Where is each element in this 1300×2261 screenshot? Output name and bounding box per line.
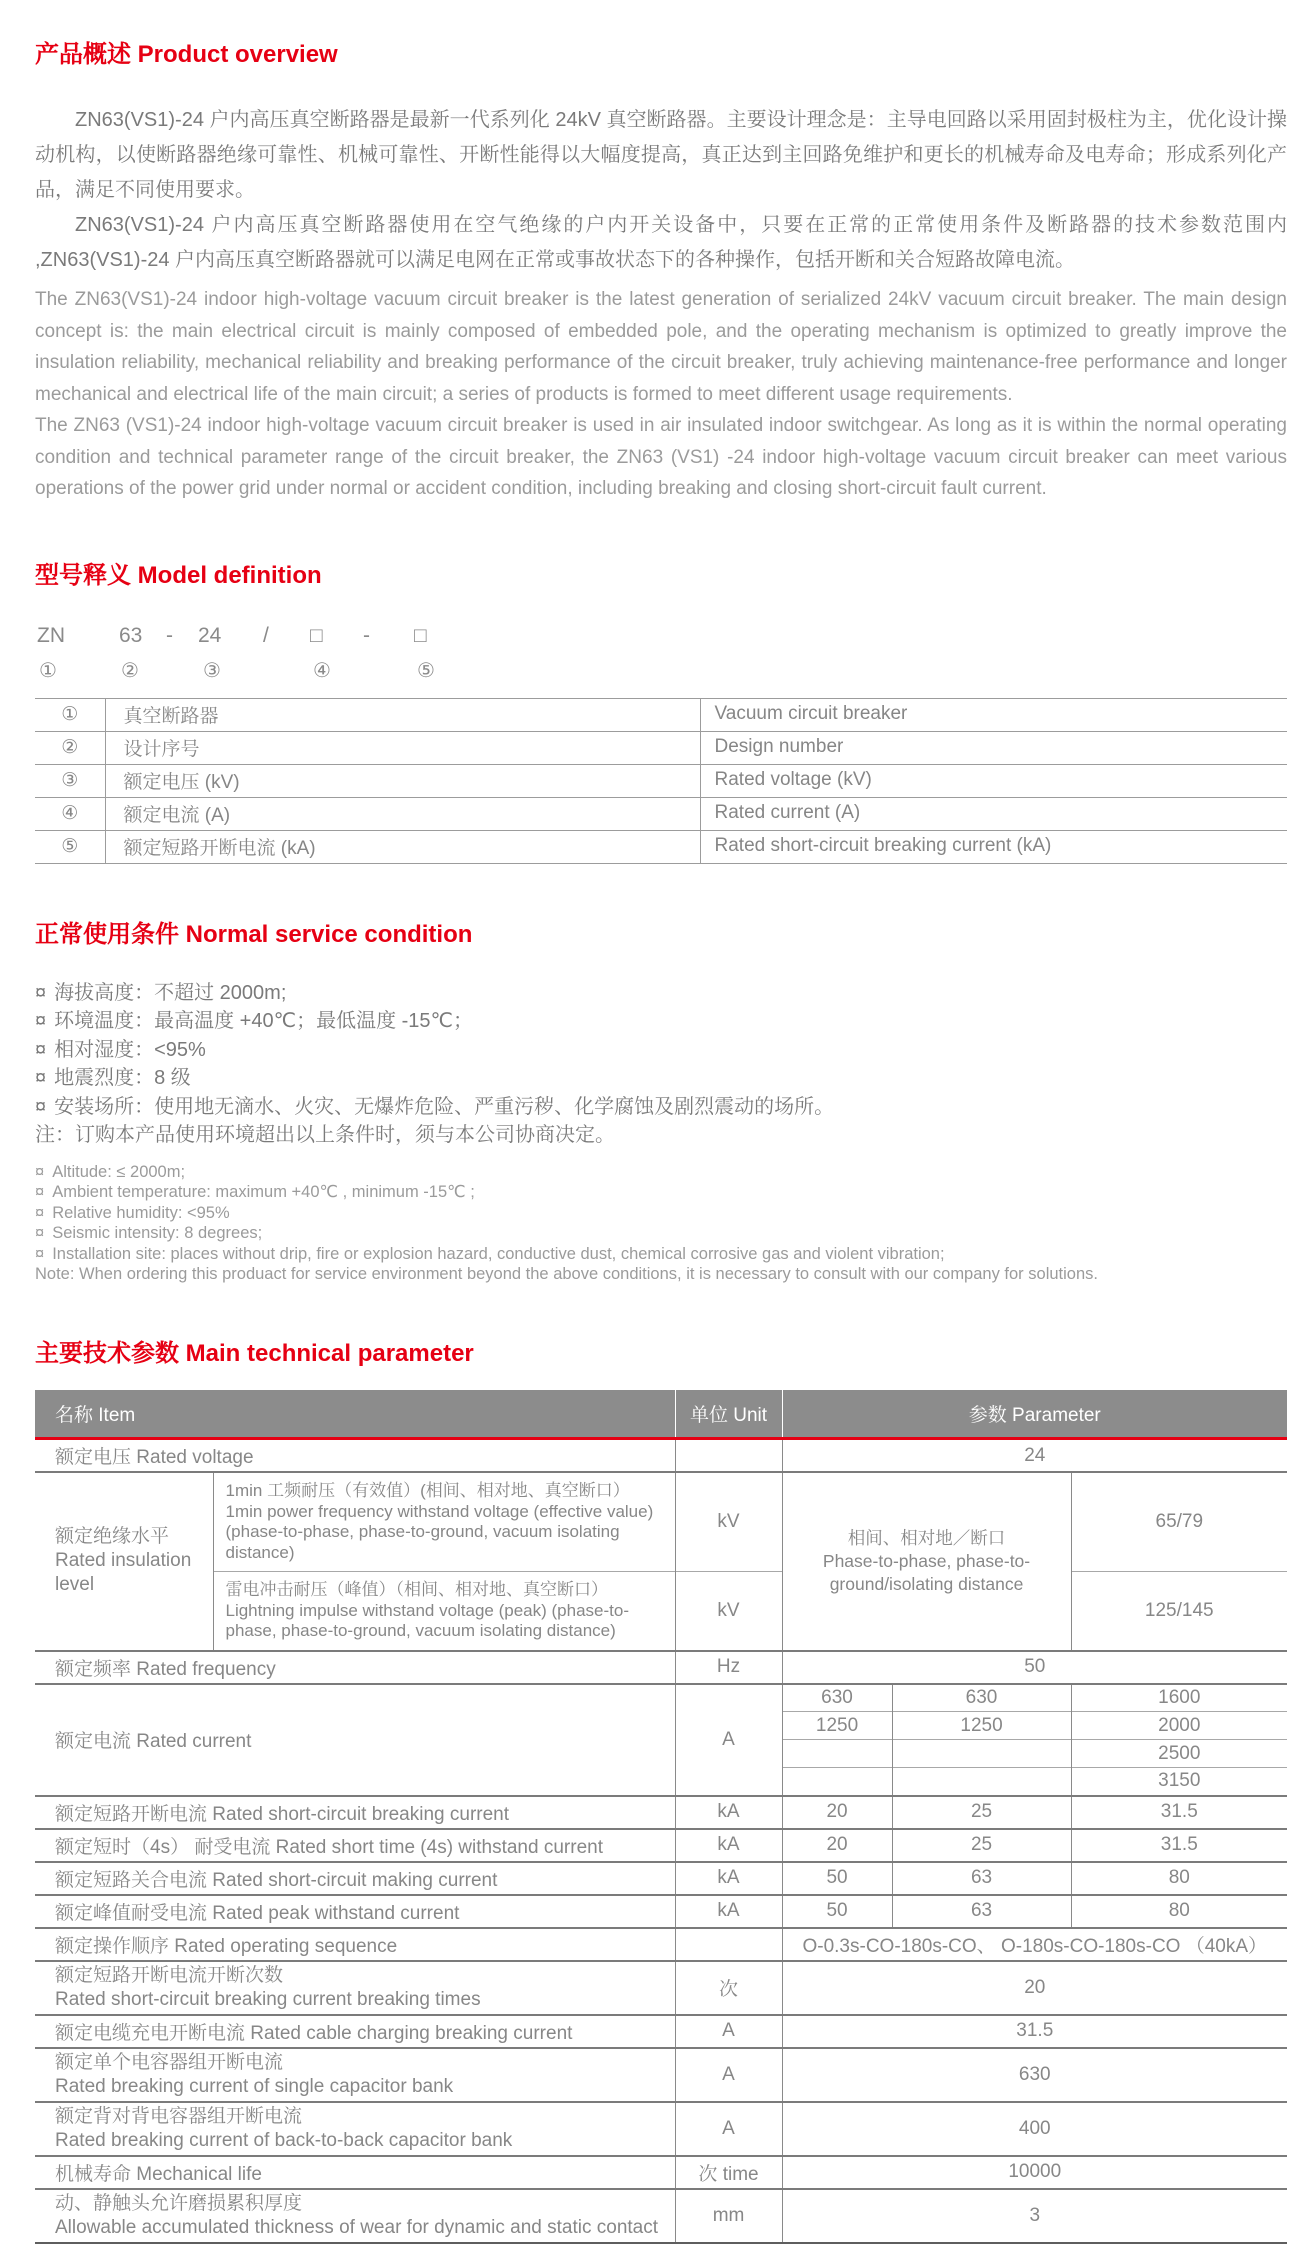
unit-cell: 次 time <box>675 2156 782 2189</box>
value-cell: 31.5 <box>1071 1829 1287 1862</box>
value-cell: 2000 <box>1071 1712 1287 1740</box>
row-label: 额定短路关合电流 Rated short-circuit making current <box>35 1862 675 1895</box>
row-label-en: Rated short-circuit breaking current breaking times <box>55 1988 481 2010</box>
section-heading-service-condition: 正常使用条件 Normal service condition <box>35 920 473 948</box>
sub-item-zh: 1min 工频耐压（有效值）(相间、相对地、真空断口） <box>225 1481 630 1500</box>
bullet-marker: ¤ <box>35 1095 47 1118</box>
row-label <box>35 1472 213 1651</box>
merged-condition-zh: 相间、相对地／断口 <box>847 1527 1006 1548</box>
value-cell: 20 <box>782 1796 892 1829</box>
list-item <box>35 979 1287 1008</box>
value-cell <box>892 1740 1071 1768</box>
list-item-text: Altitude: ≤ 2000m; <box>52 1162 186 1181</box>
table-row <box>35 1796 1287 1829</box>
value-cell <box>782 1768 892 1796</box>
note-line-zh: 注：订购本产品使用环境超出以上条件时，须与本公司协商决定。 <box>35 1124 615 1146</box>
row-label: 额定短时（4s） 耐受电流 Rated short time (4s) withstand current <box>35 1829 675 1862</box>
code-part-63: 63 <box>119 623 143 647</box>
row-en-label: Design number <box>700 731 1287 764</box>
sub-item-en: Lightning impulse withstand voltage (peak) (phase-to-phase, phase-to-ground, vacuum isolating distance) <box>225 1600 630 1640</box>
code-mark-4: ④ <box>313 659 331 682</box>
row-en-label: Rated current (A) <box>700 797 1287 830</box>
row-zh-label: 额定电流 (A) <box>105 797 700 830</box>
unit-cell: kA <box>675 1895 782 1928</box>
row-zh-label: 设计序号 <box>105 731 700 764</box>
code-mark-5: ⑤ <box>417 659 435 682</box>
list-item <box>35 1007 1287 1036</box>
table-row <box>35 2189 1287 2243</box>
list-item-text: Installation site: places without drip, fire or explosion hazard, conductive dust, chemical corrosive gas and violent vibration; <box>52 1244 945 1263</box>
row-label: 额定电缆充电开断电流 Rated cable charging breaking current <box>35 2015 675 2048</box>
code-mark-2: ② <box>121 659 139 682</box>
bullet-marker: ¤ <box>35 981 47 1004</box>
sub-item-zh: 雷电冲击耐压（峰值）（相间、相对地、真空断口） <box>225 1580 608 1599</box>
row-label-zh: 额定绝缘水平 <box>55 1526 170 1548</box>
row-label-en: Rated breaking current of single capacitor bank <box>55 2075 454 2097</box>
value-cell: 20 <box>782 1829 892 1862</box>
sub-item-cell <box>213 1572 675 1651</box>
overview-paragraph-zh-2: ZN63(VS1)-24 户内高压真空断路器使用在空气绝缘的户内开关设备中，只要在正常的正常使用条件及断路器的技术参数范围内 ,ZN63(VS1)-24 户内高压真空断路器就可以满足电网在正常或事故状态下的各种操作，包括开断和关合短路故障电流。 <box>35 214 1287 271</box>
list-item-text: Relative humidity: <95% <box>52 1203 230 1222</box>
note-line-en: Note: When ordering this produact for service environment beyond the above conditions, it is necessary to consult with our company for solutions. <box>35 1265 1098 1283</box>
value-cell: O-0.3s-CO-180s-CO、 O-180s-CO-180s-CO （40kA） <box>782 1928 1287 1961</box>
table-row <box>35 1928 1287 1961</box>
column-header-parameter: 参数 Parameter <box>782 1390 1287 1439</box>
list-item-text: Ambient temperature: maximum +40℃ , minimum -15℃ ; <box>52 1183 475 1201</box>
merged-condition-cell <box>782 1472 1071 1651</box>
merged-condition-en: Phase-to-phase, phase-to-ground/isolating distance <box>822 1550 1031 1594</box>
service-condition-list-zh <box>35 979 1287 1150</box>
overview-paragraph-en-1: The ZN63(VS1)-24 indoor high-voltage vacuum circuit breaker is the latest generation of serialized 24kV vacuum circuit breaker. The main design concept is: the main electrical circuit is mainly composed of embedded pole, and the operating mechanism is optimized to greatly improve the insulation reliability, mechanical reliability and breaking performance of the circuit breaker, truly achieving maintenance-free performance and longer mechanical and electrical life of the main circuit; a series of products is formed to meet different usage requirements. <box>35 289 1287 405</box>
table-row <box>35 1862 1287 1895</box>
value-cell: 65/79 <box>1071 1472 1287 1572</box>
row-label-zh: 动、静触头允许磨损累积厚度 <box>55 2192 303 2214</box>
row-en-label: Vacuum circuit breaker <box>700 698 1287 731</box>
code-mark-3: ③ <box>203 659 221 682</box>
section-heading-product-overview: 产品概述 Product overview <box>35 41 338 68</box>
table-row <box>35 2015 1287 2048</box>
value-cell: 25 <box>892 1829 1071 1862</box>
list-item-text: 环境温度：最高温度 +40℃；最低温度 -15℃； <box>54 1010 473 1032</box>
section-heading-main-parameter: 主要技术参数 Main technical parameter <box>35 1339 474 1367</box>
value-cell: 80 <box>1071 1862 1287 1895</box>
table-row <box>35 1651 1287 1684</box>
row-number: ② <box>35 731 105 764</box>
code-part-zn: ZN <box>37 623 65 647</box>
list-item <box>35 1064 1287 1093</box>
unit-cell: kV <box>675 1572 782 1651</box>
list-item-text: 海拔高度：不超过 2000m; <box>54 981 287 1004</box>
list-item <box>35 1182 1287 1203</box>
list-item-text: 地震烈度：8 级 <box>54 1067 191 1089</box>
row-label-zh: 额定短路开断电流开断次数 <box>55 1964 284 1986</box>
column-header-item: 名称 Item <box>35 1390 675 1439</box>
row-label: 机械寿命 Mechanical life <box>35 2156 675 2189</box>
section-heading-model-definition: 型号释义 Model definition <box>35 561 322 589</box>
code-box-2: □ <box>414 623 427 647</box>
unit-cell: Hz <box>675 1651 782 1684</box>
value-cell: 50 <box>782 1895 892 1928</box>
row-label <box>35 1961 675 2015</box>
row-label: 额定峰值耐受电流 Rated peak withstand current <box>35 1895 675 1928</box>
unit-cell: mm <box>675 2189 782 2243</box>
value-cell: 50 <box>782 1651 1287 1684</box>
row-en-label: Rated short-circuit breaking current (kA) <box>700 830 1287 863</box>
bullet-marker: ¤ <box>35 1183 45 1201</box>
row-label-en: Rated breaking current of back-to-back capacitor bank <box>55 2129 513 2151</box>
list-item <box>35 1244 1287 1265</box>
row-label: 额定电流 Rated current <box>35 1684 675 1796</box>
row-label <box>35 2048 675 2102</box>
table-row <box>35 764 1287 797</box>
model-code-diagram <box>35 624 1287 698</box>
value-cell: 63 <box>892 1895 1071 1928</box>
list-item-text: 安装场所：使用地无滴水、火灾、无爆炸危险、严重污秽、化学腐蚀及剧烈震动的场所。 <box>54 1095 835 1118</box>
table-row <box>35 698 1287 731</box>
row-zh-label: 额定电压 (kV) <box>105 764 700 797</box>
value-cell: 24 <box>782 1439 1287 1473</box>
code-box-1: □ <box>310 623 323 647</box>
table-row <box>35 830 1287 863</box>
sub-item-cell <box>213 1472 675 1572</box>
unit-cell <box>675 1928 782 1961</box>
table-row <box>35 731 1287 764</box>
table-row <box>35 1895 1287 1928</box>
list-item <box>35 1162 1287 1183</box>
row-label: 额定频率 Rated frequency <box>35 1651 675 1684</box>
value-cell: 630 <box>892 1684 1071 1712</box>
row-number: ⑤ <box>35 830 105 863</box>
value-cell: 400 <box>782 2102 1287 2156</box>
value-cell: 20 <box>782 1961 1287 2015</box>
value-cell: 10000 <box>782 2156 1287 2189</box>
model-definition-table <box>35 698 1287 864</box>
row-number: ③ <box>35 764 105 797</box>
code-part-24: 24 <box>198 623 222 647</box>
value-cell <box>782 1740 892 1768</box>
value-cell: 3150 <box>1071 1768 1287 1796</box>
column-header-unit: 单位 Unit <box>675 1390 782 1439</box>
value-cell: 630 <box>782 1684 892 1712</box>
unit-cell: A <box>675 1684 782 1796</box>
table-row <box>35 1829 1287 1862</box>
bullet-marker: ¤ <box>35 1224 45 1242</box>
bullet-marker: ¤ <box>35 1244 45 1263</box>
value-cell: 80 <box>1071 1895 1287 1928</box>
row-label: 额定操作顺序 Rated operating sequence <box>35 1928 675 1961</box>
list-item-text: Seismic intensity: 8 degrees; <box>52 1224 263 1242</box>
value-cell: 3 <box>782 2189 1287 2243</box>
table-row <box>35 1961 1287 2015</box>
row-label <box>35 2102 675 2156</box>
table-row <box>35 797 1287 830</box>
bullet-marker: ¤ <box>35 1203 45 1222</box>
table-row <box>35 1684 1287 1712</box>
list-item-text: 相对湿度：<95% <box>54 1038 206 1061</box>
row-label <box>35 2189 675 2243</box>
list-item <box>35 1203 1287 1224</box>
service-condition-list-en <box>35 1162 1287 1285</box>
unit-cell: A <box>675 2015 782 2048</box>
value-cell: 2500 <box>1071 1740 1287 1768</box>
list-item <box>35 1093 1287 1122</box>
unit-cell: kV <box>675 1472 782 1572</box>
sub-item-en: 1min power frequency withstand voltage (effective value) (phase-to-phase, phase-to-ground, vacuum isolating distance) <box>225 1501 654 1562</box>
unit-cell: A <box>675 2048 782 2102</box>
unit-cell: kA <box>675 1829 782 1862</box>
row-zh-label: 额定短路开断电流 (kA) <box>105 830 700 863</box>
row-label-zh: 额定单个电容器组开断电流 <box>55 2051 284 2073</box>
table-header-row <box>35 1390 1287 1439</box>
code-dash-2: - <box>363 623 370 647</box>
list-item <box>35 1223 1287 1244</box>
value-cell: 31.5 <box>782 2015 1287 2048</box>
table-row <box>35 1472 1287 1572</box>
row-zh-label: 真空断路器 <box>105 698 700 731</box>
value-cell: 25 <box>892 1796 1071 1829</box>
overview-paragraph-en-2: The ZN63 (VS1)-24 indoor high-voltage vacuum circuit breaker is used in air insulated indoor switchgear. As long as it is within the normal operating condition and technical parameter range of the circuit breaker, the ZN63 (VS1) -24 indoor high-voltage vacuum circuit breaker can meet various operations of the power grid under normal or accident condition, including breaking and closing short-circuit fault current. <box>35 415 1287 499</box>
row-number: ④ <box>35 797 105 830</box>
row-label-en: Rated insulation level <box>55 1550 192 1596</box>
table-row <box>35 1439 1287 1473</box>
value-cell: 1250 <box>892 1712 1071 1740</box>
value-cell: 1250 <box>782 1712 892 1740</box>
bullet-marker: ¤ <box>35 1162 45 1181</box>
value-cell: 125/145 <box>1071 1572 1287 1651</box>
table-row <box>35 2048 1287 2102</box>
code-dash-1: - <box>166 623 173 647</box>
overview-paragraph-zh-1: ZN63(VS1)-24 户内高压真空断路器是最新一代系列化 24kV 真空断路器。主要设计理念是：主导电回路以采用固封极柱为主，优化设计操动机构，以使断路器绝缘可靠性、机械可靠性、开断性能得以大幅度提高，真正达到主回路免维护和更长的机械寿命及电寿命；形成系列化产品，满足不同使用要求。 <box>35 109 1287 201</box>
table-row <box>35 2102 1287 2156</box>
parameter-table <box>35 1390 1287 2244</box>
bullet-marker: ¤ <box>35 1010 47 1032</box>
unit-cell: kA <box>675 1862 782 1895</box>
value-cell: 630 <box>782 2048 1287 2102</box>
value-cell: 1600 <box>1071 1684 1287 1712</box>
value-cell: 31.5 <box>1071 1796 1287 1829</box>
table-row <box>35 1572 1287 1651</box>
value-cell <box>892 1768 1071 1796</box>
unit-cell: kA <box>675 1796 782 1829</box>
unit-cell: A <box>675 2102 782 2156</box>
bullet-marker: ¤ <box>35 1038 47 1061</box>
row-number: ① <box>35 698 105 731</box>
unit-cell: 次 <box>675 1961 782 2015</box>
bullet-marker: ¤ <box>35 1067 47 1089</box>
code-slash: / <box>263 623 269 647</box>
value-cell: 50 <box>782 1862 892 1895</box>
value-cell: 63 <box>892 1862 1071 1895</box>
row-label: 额定短路开断电流 Rated short-circuit breaking current <box>35 1796 675 1829</box>
list-item <box>35 1036 1287 1065</box>
unit-cell <box>675 1439 782 1473</box>
row-label-zh: 额定背对背电容器组开断电流 <box>55 2105 303 2127</box>
code-mark-1: ① <box>39 659 57 682</box>
table-row <box>35 2156 1287 2189</box>
row-label: 额定电压 Rated voltage <box>55 1447 254 1468</box>
row-en-label: Rated voltage (kV) <box>700 764 1287 797</box>
row-label-en: Allowable accumulated thickness of wear for dynamic and static contact <box>55 2216 659 2238</box>
